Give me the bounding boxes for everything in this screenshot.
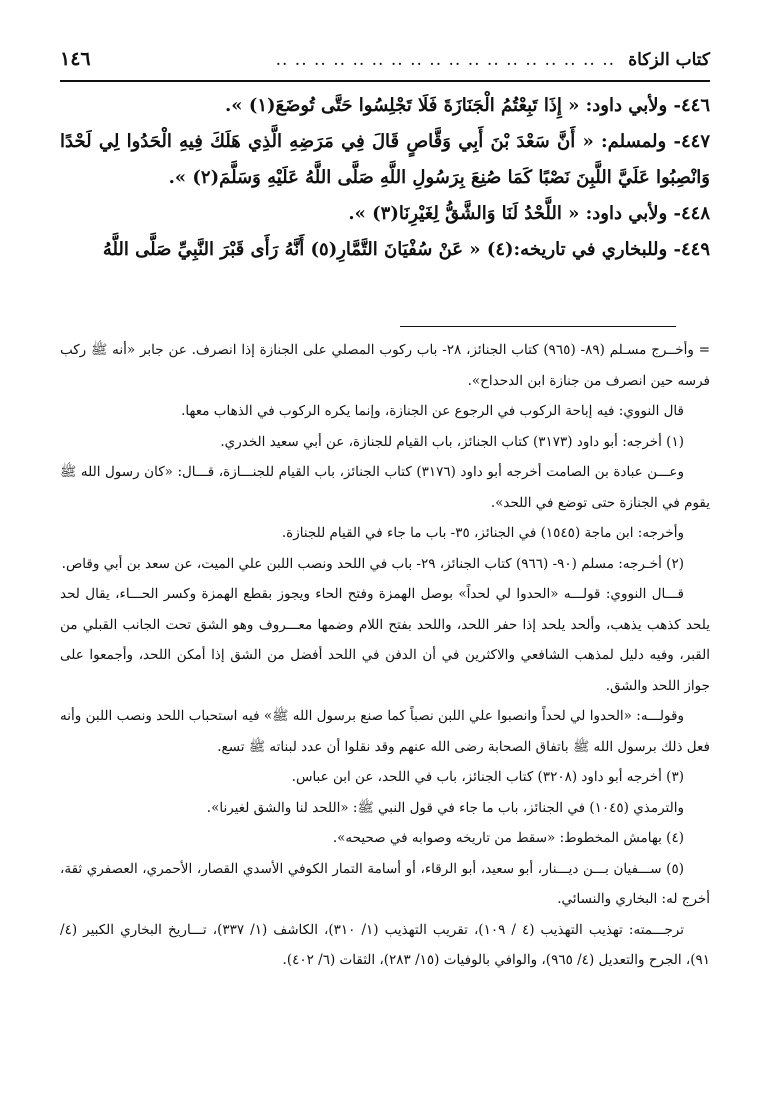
hadith-446: ٤٤٦- ولأبي داود: « إِذَا تَبِعْتُمُ الْجَنَازَةَ فَلَا تَجْلِسُوا حَتَّى تُوضَعَ(١) ». xyxy=(225,95,710,116)
page-number: ١٤٦ xyxy=(60,48,91,70)
leader-dots: .. .. .. .. .. .. .. .. .. .. .. .. .. .. .. .. .. .. xyxy=(275,50,615,70)
running-header xyxy=(60,50,710,78)
footnote-5: (٥) ســـفيان بـــن ديـــنار، أبو سعيد، أبو الرقاء، أو أسامة التمار الكوفي الأسدي القصار، الأحمري، العصفري ثقة، أخرج له: البخاري والنسائي. xyxy=(60,860,710,907)
footnote-paragraph: والترمذي (١٠٤٥) في الجنائز، باب ما جاء في قول النبي ﷺ: «اللحد لنا والشق لغيرنا». xyxy=(206,799,684,816)
footnote-paragraph: وأخرجه: ابن ماجة (١٥٤٥) في الجنائز، ٣٥- باب ما جاء في القيام للجنازة. xyxy=(281,525,684,541)
footnote-3: (٣) أخرجه أبو داود (٣٢٠٨) كتاب الجنائز، باب في اللحد، عن ابن عباس. xyxy=(291,769,684,785)
footnote-continuation: = وأخــرج مسـلم (٨٩- (٩٦٥) كتاب الجنائز، ٢٨- باب ركوب المصلي على الجنازة إذا انصرف. عن جابر «أنه ﷺ ركب فرسه حين انصرف من جنازة ابن الدحداح». xyxy=(60,342,711,389)
footnote-paragraph: وعـــن عبادة بن الصامت أخرجه أبو داود (٣١٧٦) كتاب الجنائز، باب القيام للجنـــازة، قـــال: «كان رسول الله ﷺ يقوم في الجنازة حتى توضع في اللحد». xyxy=(60,464,710,511)
chapter-title: كتاب الزكاة xyxy=(628,50,710,70)
footnotes xyxy=(60,335,710,976)
footnote-paragraph: وقولـــه: «الحدوا لي لحداً وانصبوا علي اللبن نصباً كما صنع برسول الله ﷺ» فيه استحباب اللحد ونصب اللبن وأنه فعل ذلك برسول الله ﷺ باتفاق الصحابة رضى الله عنهم وقد نقلوا أن عدد لبناته ﷺ تسع. xyxy=(60,708,710,755)
footnote-4: (٤) بهامش المخطوط: «سقط من تاريخه وصوابه في صحيحه». xyxy=(332,830,684,846)
footnote-paragraph: قال النووي: فيه إباحة الركوب في الرجوع عن الجنازة، وإنما يكره الركوب في الذهاب معها. xyxy=(181,403,684,419)
hadith-449: ٤٤٩- وللبخاري في تاريخه:(٤) « عَنْ سُفْيَانَ التَّمَّارِ(٥) أَنَّهُ رَأَى قَبْرَ النَّبِيِّ صَلَّى اللَّهُ xyxy=(102,239,710,260)
footnote-paragraph: قـــال النووي: قولـــه «الحدوا لي لحداً» بوصل الهمزة وفتح الحاء ويجوز بقطع الهمزة وكسر الحـــاء، يقال لحد يلحد كذهب يذهب، وألحد يلحد إذا حفر اللحد، واللحد بفتح اللام وضمها معـــروف وهو الشق تحت الجانب القبلي من القبر، وفيه دليل لمذهب الشافعي والاكثرين في أن الدفن في اللحد أفضل من الشق إذا أمكن اللحد، وأجمعوا على جواز اللحد والشق. xyxy=(60,586,710,694)
hadith-448: ٤٤٨- ولأبي داود: « اللَّحْدُ لَنَا وَالشَّقُّ لِغَيْرِنَا(٣) ». xyxy=(348,203,710,224)
hadith-447: ٤٤٧- ولمسلم: « أَنَّ سَعْدَ بْنَ أَبِي وَقَّاصٍ قَالَ فِي مَرَضِهِ الَّذِي هَلَكَ فِيهِ الْحَدُوا لِي لَحْدًا وَانْصِبُوا عَلَيَّ اللَّبِنَ نَصْبًا كَمَا صُنِعَ بِرَسُولِ اللَّهِ صَلَّى اللَّهُ عَلَيْهِ وَسَلَّمَ(٢) ». xyxy=(60,131,710,188)
footnote-2: (٢) أخـرجه: مسلم (٩٠- (٩٦٦) كتاب الجنائز، ٢٩- باب في اللحد ونصب اللبن علي الميت، عن سعد بن أبي وقاص. xyxy=(61,555,684,572)
footnote-paragraph: ترجـــمته: تهذيب التهذيب (٤ / ١٠٩)، تقريب التهذيب (١/ ٣١٠)، الكاشف (١/ ٣٣٧)، تـــاريخ البخاري الكبير (٤/ ٩١)، الجرح والتعديل (٤/ ٩٦٥)، والوافي بالوفيات (١٥/ ٢٨٣)، الثقات (٦/ ٤٠٢). xyxy=(60,921,710,968)
main-text xyxy=(60,88,710,268)
footnote-1: (١) أخرجه: أبو داود (٣١٧٣) كتاب الجنائز، باب القيام للجنازة، عن أبي سعيد الخدري. xyxy=(220,433,684,450)
footnote-separator xyxy=(400,326,676,327)
header-rule xyxy=(60,80,710,82)
